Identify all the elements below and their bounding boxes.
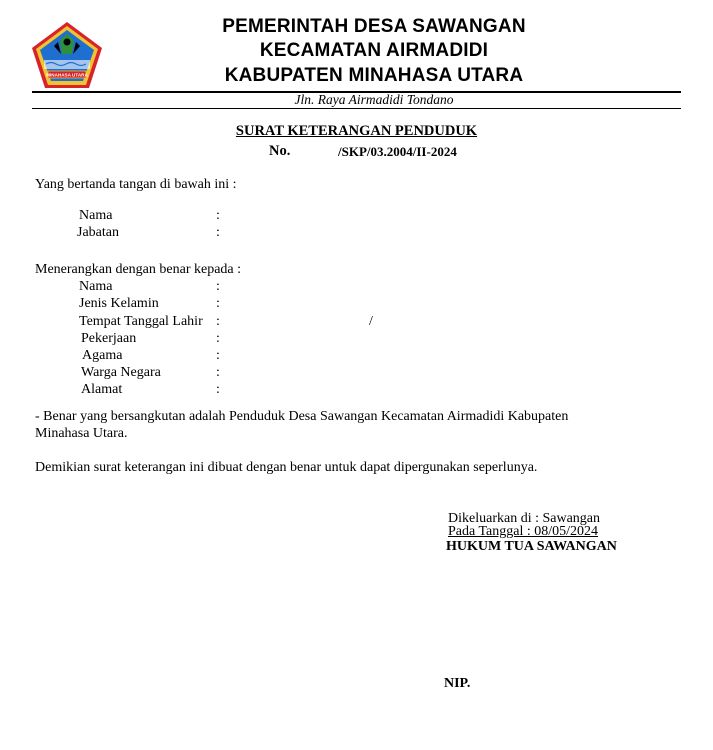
letterhead-line-3: KABUPATEN MINAHASA UTARA bbox=[224, 65, 524, 86]
subject-occupation-label: Pekerjaan bbox=[81, 331, 137, 346]
subject-citizenship-colon: : bbox=[216, 365, 220, 380]
birth-date-separator: / bbox=[369, 314, 373, 329]
regency-emblem-logo bbox=[30, 20, 104, 90]
issued-date: Pada Tanggal : 08/05/2024 bbox=[448, 524, 599, 539]
issued-at: Dikeluarkan di : Sawangan bbox=[448, 511, 601, 526]
letterhead-line-2: KECAMATAN AIRMADIDI bbox=[259, 40, 489, 61]
signer-intro: Yang bertanda tangan di bawah ini : bbox=[35, 177, 237, 192]
statement-line-1: - Benar yang bersangkutan adalah Penduduk Desa Sawangan Kecamatan Airmadidi Kabupaten bbox=[35, 409, 569, 424]
nip-label: NIP. bbox=[444, 676, 471, 691]
signer-name-colon: : bbox=[216, 208, 220, 223]
subject-religion-colon: : bbox=[216, 348, 220, 363]
subject-occupation-colon: : bbox=[216, 331, 220, 346]
document-title: SURAT KETERANGAN PENDUDUK bbox=[235, 123, 478, 139]
subject-citizenship-label: Warga Negara bbox=[81, 365, 161, 380]
subject-name-label: Nama bbox=[79, 279, 113, 294]
subject-birth-colon: : bbox=[216, 314, 220, 329]
signer-position-label: Jabatan bbox=[77, 225, 119, 240]
subject-intro: Menerangkan dengan benar kepada : bbox=[35, 262, 242, 277]
document-number-value: /SKP/03.2004/II-2024 bbox=[338, 144, 457, 159]
letterhead-address: Jln. Raya Airmadidi Tondano bbox=[294, 92, 454, 107]
logo-banner-text: MINAHASA UTARA bbox=[46, 72, 88, 78]
subject-birth-label: Tempat Tanggal Lahir bbox=[79, 314, 203, 329]
signer-position-colon: : bbox=[216, 225, 220, 240]
signer-name-label: Nama bbox=[79, 208, 113, 223]
closing-statement: Demikian surat keterangan ini dibuat dengan benar untuk dapat dipergunakan seperlunya. bbox=[35, 460, 538, 475]
subject-address-colon: : bbox=[216, 382, 220, 397]
document-number-label: No. bbox=[269, 143, 291, 159]
letterhead-rule-bottom bbox=[32, 108, 681, 109]
subject-gender-label: Jenis Kelamin bbox=[79, 296, 159, 311]
subject-gender-colon: : bbox=[216, 296, 220, 311]
subject-religion-label: Agama bbox=[82, 348, 123, 363]
official-title: HUKUM TUA SAWANGAN bbox=[446, 539, 617, 554]
statement-line-2: Minahasa Utara. bbox=[35, 426, 128, 441]
subject-name-colon: : bbox=[216, 279, 220, 294]
subject-address-label: Alamat bbox=[81, 382, 123, 397]
letterhead-line-1: PEMERINTAH DESA SAWANGAN bbox=[222, 16, 526, 37]
